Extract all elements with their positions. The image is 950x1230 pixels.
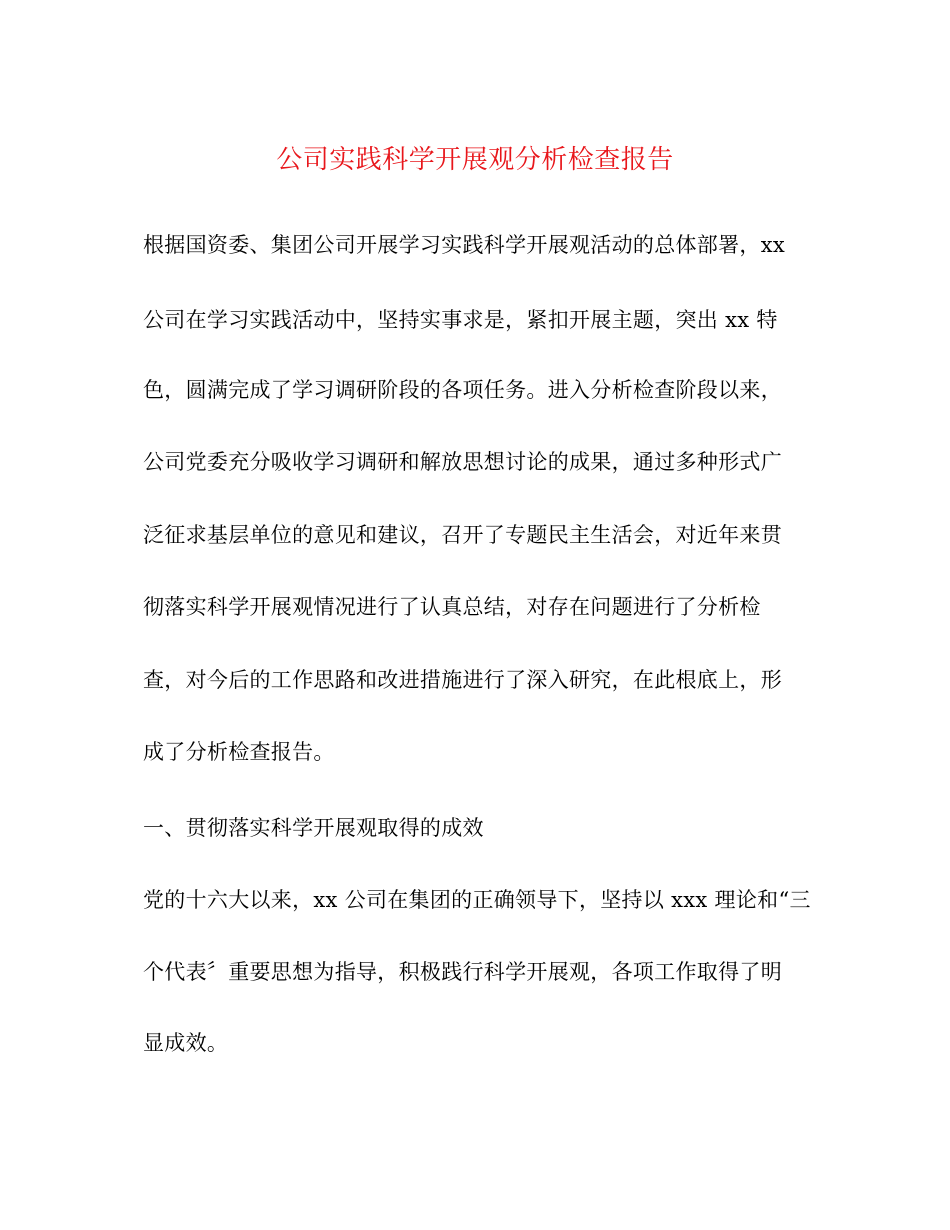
paragraph-1-line-5: 泛征求基层单位的意见和建议，召开了专题民主生活会，对近年来贯 xyxy=(143,523,782,547)
section-heading-1: 一、贯彻落实科学开展观取得的成效 xyxy=(143,816,484,840)
paragraph-1-line-7: 查，对今后的工作思路和改进措施进行了深入研究，在此根底上，形 xyxy=(143,668,782,692)
paragraph-2-line-2: 个代表〞重要思想为指导，积极践行科学开展观，各项工作取得了明 xyxy=(143,960,782,984)
paragraph-1-line-3: 色，圆满完成了学习调研阶段的各项任务。进入分析检查阶段以来， xyxy=(143,378,782,402)
paragraph-1-line-2: 公司在学习实践活动中，坚持实事求是，紧扣开展主题，突出 xx 特 xyxy=(143,308,778,332)
paragraph-1-line-1: 根据国资委、集团公司开展学习实践科学开展观活动的总体部署，xx xyxy=(143,233,785,257)
document-title: 公司实践科学开展观分析检查报告 xyxy=(276,145,674,175)
paragraph-1-line-4: 公司党委充分吸收学习调研和解放思想讨论的成果，通过多种形式广 xyxy=(143,450,782,474)
paragraph-1-line-6: 彻落实科学开展观情况进行了认真总结，对存在问题进行了分析检 xyxy=(143,595,761,619)
paragraph-1-line-8: 成了分析检查报告。 xyxy=(143,740,335,764)
paragraph-2-line-3: 显成效。 xyxy=(143,1031,229,1055)
paragraph-2-line-1: 党的十六大以来，xx 公司在集团的正确领导下，坚持以 xxx 理论和“三 xyxy=(143,888,811,912)
